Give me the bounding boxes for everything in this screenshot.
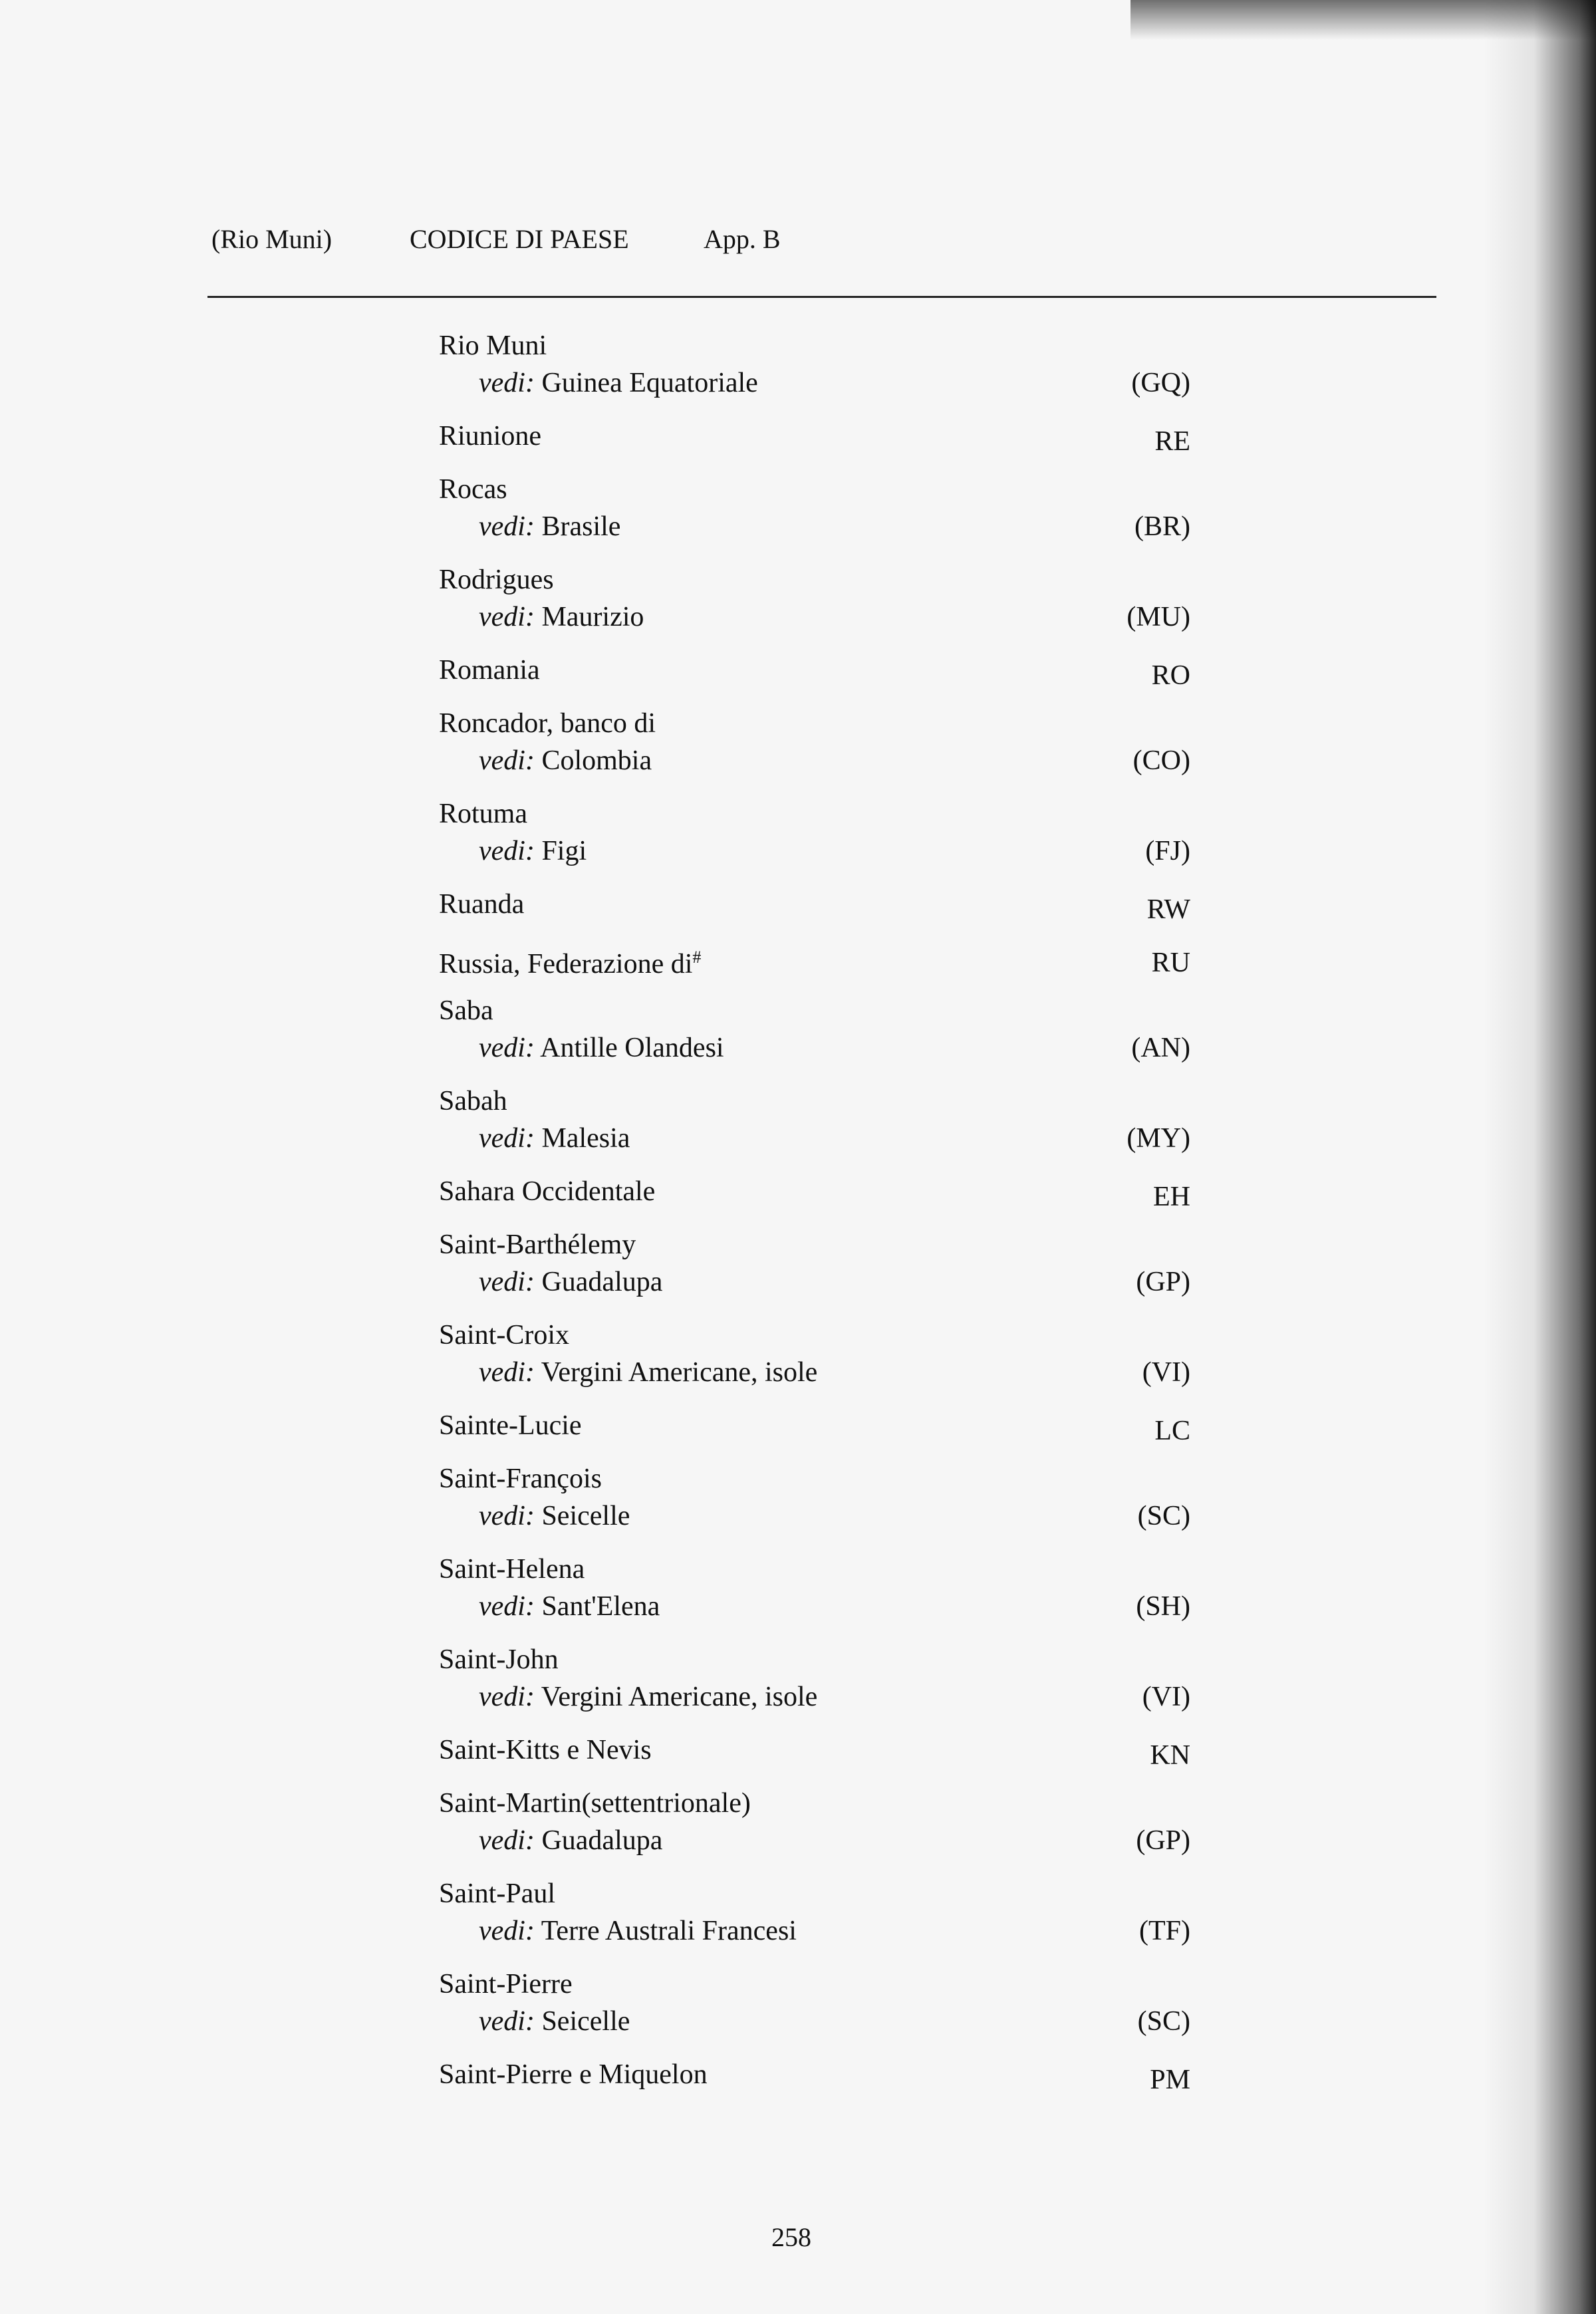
spine-shadow <box>1483 0 1596 2314</box>
list-item <box>439 1460 1190 1535</box>
cross-reference <box>439 1497 1190 1535</box>
country-code: LC <box>1154 1416 1190 1446</box>
reference-target: Vergini Americane, isole <box>541 1357 818 1388</box>
country-name <box>439 1875 1190 1912</box>
list-item <box>439 418 1190 455</box>
vedi-label: vedi: <box>479 511 535 542</box>
country-name <box>439 1173 1190 1210</box>
cross-reference <box>439 1588 1190 1625</box>
reference-target: Sant'Elena <box>541 1591 660 1622</box>
country-name-text: Saint-Paul <box>439 1878 555 1909</box>
country-name-text: Sahara Occidentale <box>439 1176 656 1207</box>
reference-target: Seicelle <box>541 1501 630 1531</box>
country-name-text: Sabah <box>439 1086 507 1116</box>
reference-target: Guinea Equatoriale <box>541 368 758 398</box>
vedi-label: vedi: <box>479 368 535 398</box>
list-item <box>439 1317 1190 1391</box>
country-code: (SH) <box>1136 1591 1190 1622</box>
country-code: (SC) <box>1137 2006 1190 2037</box>
country-name <box>439 992 1190 1029</box>
vedi-label: vedi: <box>479 1123 535 1154</box>
vedi-label: vedi: <box>479 1591 535 1622</box>
list-item <box>439 795 1190 870</box>
reference-target: Guadalupa <box>541 1825 663 1856</box>
list-item <box>439 1732 1190 1769</box>
country-name-text: Saint-Barthélemy <box>439 1229 636 1260</box>
country-code: (TF) <box>1139 1916 1190 1946</box>
country-name-text: Saint-Croix <box>439 1320 569 1350</box>
country-name <box>439 1083 1190 1120</box>
reference-target: Vergini Americane, isole <box>541 1682 818 1712</box>
list-item <box>439 561 1190 636</box>
country-name <box>439 1732 1190 1769</box>
country-name <box>439 327 1190 364</box>
cross-reference <box>439 1120 1190 1157</box>
reference-target: Guadalupa <box>541 1267 663 1297</box>
cross-reference <box>439 1912 1190 1950</box>
vedi-label: vedi: <box>479 2006 535 2037</box>
running-head-appendix: App. B <box>704 224 781 254</box>
list-item <box>439 1641 1190 1716</box>
country-name-text: Russia, Federazione di <box>439 949 693 979</box>
cross-reference <box>439 1354 1190 1391</box>
vedi-label: vedi: <box>479 1916 535 1946</box>
country-name-text: Sainte-Lucie <box>439 1410 582 1441</box>
country-name <box>439 1966 1190 2003</box>
list-item <box>439 939 1190 979</box>
reference-target: Figi <box>541 836 587 866</box>
country-code: (BR) <box>1134 511 1190 542</box>
country-code: (MY) <box>1127 1123 1190 1154</box>
country-name-text: Riunione <box>439 421 541 451</box>
reference-target: Malesia <box>541 1123 630 1154</box>
country-code: (VI) <box>1142 1357 1190 1388</box>
country-name-text: Rodrigues <box>439 565 554 595</box>
list-item <box>439 1407 1190 1444</box>
cross-reference <box>439 1029 1190 1067</box>
cross-reference <box>439 1822 1190 1859</box>
country-name <box>439 705 1190 742</box>
country-name-text: Saint-Kitts e Nevis <box>439 1735 652 1765</box>
vedi-label: vedi: <box>479 1682 535 1712</box>
running-head <box>211 219 1435 259</box>
vedi-label: vedi: <box>479 1501 535 1531</box>
running-head-title: CODICE DI PAESE <box>410 224 629 254</box>
reference-target: Maurizio <box>541 602 644 632</box>
vedi-label: vedi: <box>479 602 535 632</box>
country-name-text: Roncador, banco di <box>439 708 656 739</box>
country-name <box>439 561 1190 598</box>
country-name-text: Rocas <box>439 474 507 505</box>
country-code: RU <box>1151 948 1190 978</box>
vedi-label: vedi: <box>479 745 535 776</box>
cross-reference <box>439 1678 1190 1716</box>
country-code: EH <box>1153 1182 1190 1212</box>
country-code: (SC) <box>1137 1501 1190 1531</box>
list-item <box>439 1173 1190 1210</box>
list-item <box>439 1875 1190 1950</box>
country-code: (VI) <box>1142 1682 1190 1712</box>
page-number: 258 <box>771 2222 811 2252</box>
country-code: PM <box>1150 2065 1190 2095</box>
vedi-label: vedi: <box>479 1033 535 1063</box>
list-item <box>439 1551 1190 1625</box>
country-name <box>439 2056 1190 2093</box>
country-name <box>439 418 1190 455</box>
country-code: RW <box>1146 894 1190 925</box>
cross-reference <box>439 833 1190 870</box>
country-code: (GP) <box>1136 1825 1190 1856</box>
cross-reference <box>439 1263 1190 1301</box>
country-name <box>439 652 1190 689</box>
cross-reference <box>439 742 1190 779</box>
vedi-label: vedi: <box>479 1267 535 1297</box>
country-code: RO <box>1151 660 1190 691</box>
country-name <box>439 471 1190 508</box>
header-rule <box>207 296 1436 298</box>
list-item <box>439 1083 1190 1157</box>
country-code: (MU) <box>1127 602 1190 632</box>
vedi-label: vedi: <box>479 1825 535 1856</box>
country-code: (CO) <box>1132 745 1190 776</box>
country-name <box>439 939 1190 979</box>
country-name <box>439 795 1190 833</box>
cross-reference <box>439 364 1190 402</box>
country-name <box>439 1317 1190 1354</box>
country-name <box>439 1785 1190 1822</box>
country-code: KN <box>1150 1740 1190 1771</box>
list-item <box>439 1966 1190 2040</box>
country-name-text: Saba <box>439 995 493 1026</box>
reference-target: Antille Olandesi <box>540 1033 724 1063</box>
country-name-text: Rotuma <box>439 799 527 829</box>
country-name-text: Saint-Martin(settentrionale) <box>439 1788 751 1819</box>
country-name-text: Saint-Pierre e Miquelon <box>439 2059 708 2090</box>
list-item <box>439 1785 1190 1859</box>
cross-reference <box>439 598 1190 636</box>
country-name <box>439 1460 1190 1497</box>
country-name <box>439 1407 1190 1444</box>
reference-target: Seicelle <box>541 2006 630 2037</box>
cross-reference <box>439 508 1190 545</box>
country-name-text: Saint-Helena <box>439 1554 585 1585</box>
country-name-text: Rio Muni <box>439 330 547 361</box>
list-item <box>439 1226 1190 1301</box>
list-item <box>439 2056 1190 2093</box>
country-code: (GQ) <box>1131 368 1190 398</box>
list-item <box>439 992 1190 1067</box>
cross-reference <box>439 2003 1190 2040</box>
list-item <box>439 886 1190 923</box>
country-code: RE <box>1154 426 1190 457</box>
country-code: (FJ) <box>1145 836 1190 866</box>
reference-target: Colombia <box>541 745 652 776</box>
country-name-text: Saint-François <box>439 1464 602 1494</box>
country-name <box>439 1226 1190 1263</box>
vedi-label: vedi: <box>479 836 535 866</box>
list-item <box>439 652 1190 689</box>
reference-target: Terre Australi Francesi <box>541 1916 797 1946</box>
country-name-text: Romania <box>439 655 540 686</box>
country-code: (AN) <box>1131 1033 1190 1063</box>
country-name <box>439 1551 1190 1588</box>
country-code-list <box>439 327 1190 2109</box>
reference-target: Brasile <box>541 511 621 542</box>
country-name-text: Saint-Pierre <box>439 1969 573 1999</box>
country-name <box>439 886 1190 923</box>
country-name-text: Saint-John <box>439 1644 559 1675</box>
list-item <box>439 705 1190 779</box>
list-item <box>439 327 1190 402</box>
vedi-label: vedi: <box>479 1357 535 1388</box>
list-item <box>439 471 1190 545</box>
country-name-text: Ruanda <box>439 889 525 920</box>
running-head-left: (Rio Muni) <box>211 224 332 254</box>
country-code: (GP) <box>1136 1267 1190 1297</box>
footnote-mark: # <box>692 948 702 967</box>
country-name <box>439 1641 1190 1678</box>
